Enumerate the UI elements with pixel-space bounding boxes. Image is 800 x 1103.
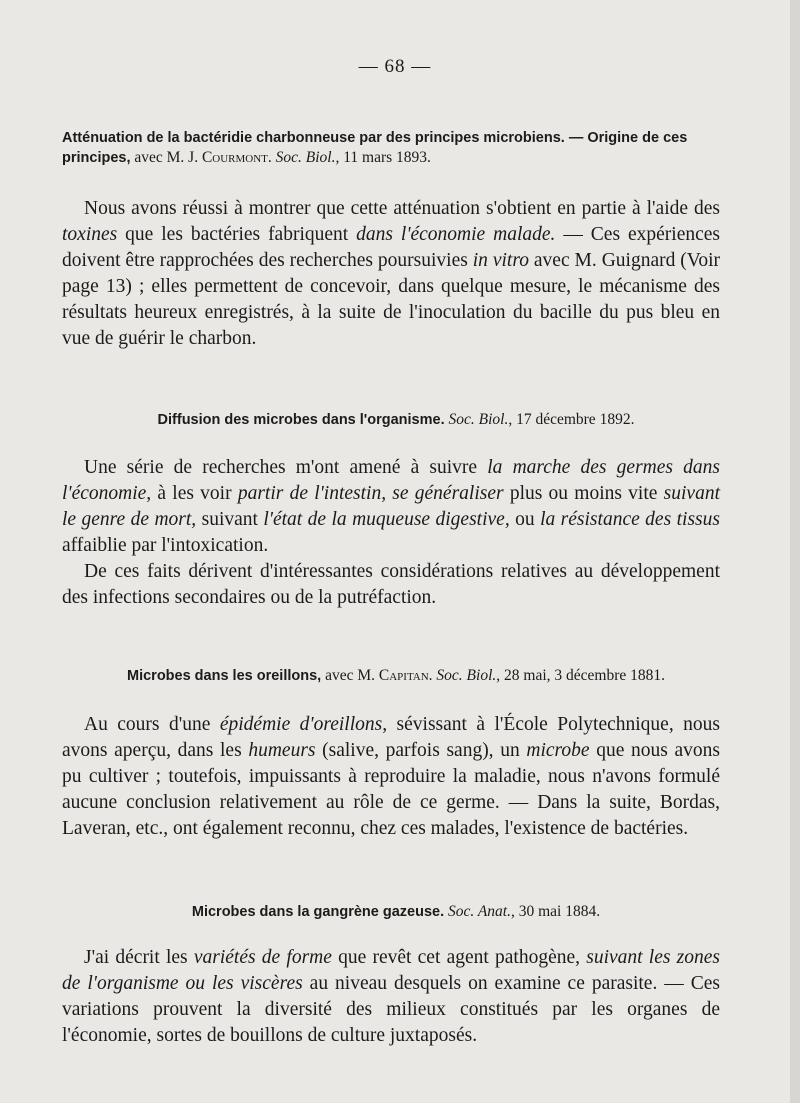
text-run: J'ai décrit les (84, 947, 194, 968)
heading-ref: Soc. Biol. (275, 149, 336, 166)
heading-title: Microbes dans les oreillons, (127, 668, 322, 684)
page-number: — 68 — (358, 56, 432, 77)
heading-title: Diffusion des microbes dans l'organisme. (157, 412, 445, 428)
heading-date: , 17 décembre 1892. (508, 411, 635, 428)
text-run: plus ou moins vite (503, 483, 664, 504)
heading-author: Courmont. (201, 149, 272, 166)
heading-date: , 11 mars 1893. (335, 149, 431, 166)
section-body-diffusion (62, 455, 720, 611)
section-heading-diffusion (62, 410, 730, 430)
heading-ref: Soc. Biol. (448, 411, 509, 428)
text-run: que nous avons pu cultiver ; toutefois, impuissants à reproduire la maladie, nous n'avons formulé aucune conclusion relativement au rôle de ce germe. — Dans la suite, Bordas, Laveran, etc., ont également reconnu, chez ces malades, l'existence de bactéries. (62, 740, 720, 839)
text-run: (salive, parfois sang), un (315, 740, 527, 761)
italic-run: variétés de forme (193, 947, 332, 968)
text-run: ou (509, 509, 541, 530)
text-run: suivant (196, 509, 264, 530)
text-run: à les voir (151, 483, 238, 504)
heading-with: avec M. J. (134, 149, 199, 166)
heading-title: Atténuation de la bactéridie charbonneuse par des principes microbiens. — Origine de ces principes, (62, 130, 688, 166)
text-run: Au cours d'une (84, 714, 220, 735)
section-heading-gangrene (62, 902, 730, 922)
italic-run: microbe (526, 740, 590, 761)
italic-run: la marche des germes dans l'économie, (62, 457, 720, 504)
heading-date: , 28 mai, 3 décembre 1881. (496, 667, 665, 684)
text-run: au niveau desquels on examine ce parasite. — Ces variations prouvent la diversité des milieux constitués par les organes de l'économie, sortes de bouillons de culture juxtaposés. (62, 973, 721, 1046)
paragraph (62, 712, 720, 842)
heading-author: Capitan. (378, 667, 433, 684)
text-run: Nous avons réussi à montrer que cette atténuation s'obtient en partie à l'aide des (84, 198, 720, 219)
paragraph (62, 945, 720, 1049)
text-run: avec M. Guignard (Voir page 13) ; elles permettent de concevoir, dans quelque mesure, le mécanisme des résultats heureux enregistrés, à la suite de l'inoculation du bacille du pus bleu en vue de guérir le charbon. (62, 250, 720, 349)
text-run: De ces faits dérivent d'intéressantes considérations relatives au développement des infections secondaires ou de la putréfaction. (62, 561, 720, 608)
italic-run: partir de l'intestin, se généraliser (237, 483, 504, 504)
italic-run: épidémie d'oreillons, (219, 714, 388, 735)
heading-date: , 30 mai 1884. (510, 903, 601, 920)
italic-run: dans l'économie malade. (356, 224, 556, 245)
italic-run: in vitro (472, 250, 529, 271)
italic-run: l'état de la muqueuse digestive, (263, 509, 510, 530)
italic-run: suivant le genre de mort, (62, 483, 720, 530)
heading-ref: Soc. Anat. (447, 903, 511, 920)
section-body-gangrene (62, 945, 720, 1049)
text-run: affaiblie par l'intoxication. (62, 535, 269, 556)
paragraph (62, 196, 720, 352)
text-run: que revêt cet agent pathogène, (331, 947, 587, 968)
section-heading-oreillons (62, 666, 730, 686)
italic-run: toxines (62, 224, 118, 245)
text-run: Une série de recherches m'ont amené à suivre (84, 457, 488, 478)
paragraph (62, 455, 720, 559)
section-body-attenuation (62, 196, 720, 352)
paragraph (62, 559, 720, 611)
text-run: sévissant à l'École Polytechnique, nous avons aperçu, dans les (62, 714, 720, 761)
text-run: que les bactéries fabriquent (117, 224, 357, 245)
text-run: — Ces expériences doivent être rapprochées des recherches poursuivies (62, 224, 721, 271)
heading-ref: Soc. Biol. (436, 667, 497, 684)
italic-run: suivant les zones de l'organisme ou les viscères (62, 947, 720, 994)
section-heading-attenuation (62, 128, 730, 168)
section-body-oreillons (62, 712, 720, 842)
heading-with: avec M. (325, 667, 375, 684)
heading-title: Microbes dans la gangrène gazeuse. (191, 904, 445, 920)
italic-run: humeurs (248, 740, 316, 761)
italic-run: la résistance des tissus (540, 509, 720, 530)
